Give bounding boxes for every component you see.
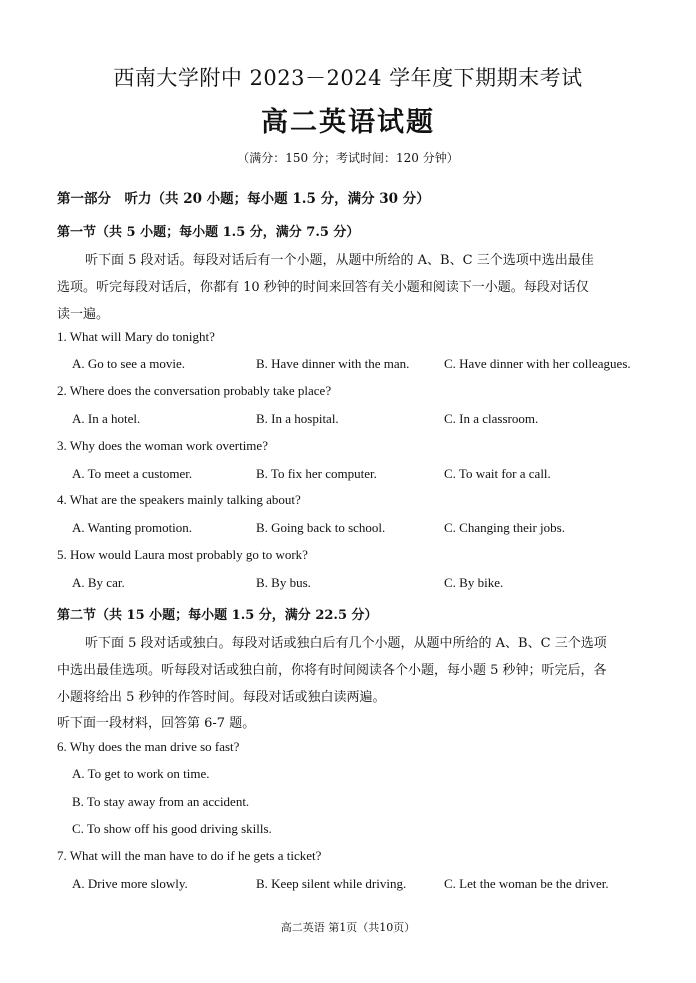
material-note: 听下面一段材料，回答第 6-7 题。 <box>57 716 256 731</box>
question-1-option-c: C. Have dinner with her colleagues. <box>444 356 631 371</box>
question-6-option-c: C. To show off his good driving skills. <box>72 821 272 836</box>
question-7-option-b: B. Keep silent while driving. <box>256 876 407 891</box>
question-5: 5. How would Laura most probably go to work? <box>57 547 308 562</box>
question-2: 2. Where does the conversation probably take place? <box>57 383 332 398</box>
question-4: 4. What are the speakers mainly talking about? <box>57 492 301 507</box>
question-5-option-a: A. By car. <box>72 575 125 590</box>
question-1-option-a: A. Go to see a movie. <box>72 356 186 371</box>
question-5-option-c: C. By bike. <box>444 575 504 590</box>
question-3: 3. Why does the woman work overtime? <box>57 438 268 453</box>
question-4-option-b: B. Going back to school. <box>256 520 386 535</box>
exam-title: 西南大学附中 2023－2024 学年度下期期末考试 <box>113 66 583 90</box>
exam-info: （满分：150 分；考试时间：120 分钟） <box>237 151 459 165</box>
section1-instructions-line3: 读一遍。 <box>57 307 110 322</box>
question-7: 7. What will the man have to do if he gets a ticket? <box>57 848 322 863</box>
question-1-option-b: B. Have dinner with the man. <box>256 356 410 371</box>
question-2-option-a: A. In a hotel. <box>72 411 141 426</box>
section1-instructions-line2: 选项。听完每段对话后，你都有 10 秒钟的时间来回答有关小题和阅读下一小题。每段对话仅 <box>57 280 589 295</box>
question-4-option-c: C. Changing their jobs. <box>444 520 565 535</box>
section2-heading: 第二节（共 15 小题；每小题 1.5 分，满分 22.5 分） <box>57 608 378 623</box>
question-2-option-c: C. In a classroom. <box>444 411 539 426</box>
question-3-option-b: B. To fix her computer. <box>256 466 377 481</box>
question-5-option-b: B. By bus. <box>256 575 311 590</box>
question-2-option-b: B. In a hospital. <box>256 411 339 426</box>
section2-instructions-line1: 听下面 5 段对话或独白。每段对话或独白后有几个小题，从题中所给的 A、B、C 三个选项 <box>85 636 607 651</box>
page-footer: 高二英语 第1页（共10页） <box>280 921 416 934</box>
question-3-option-c: C. To wait for a call. <box>444 466 551 481</box>
question-6-option-b: B. To stay away from an accident. <box>72 794 250 809</box>
section1-instructions-line1: 听下面 5 段对话。每段对话后有一个小题，从题中所给的 A、B、C 三个选项中选出最佳 <box>85 253 594 268</box>
question-7-option-c: C. Let the woman be the driver. <box>444 876 609 891</box>
question-3-option-a: A. To meet a customer. <box>72 466 193 481</box>
section1-heading: 第一节（共 5 小题；每小题 1.5 分，满分 7.5 分） <box>57 225 360 240</box>
question-4-option-a: A. Wanting promotion. <box>72 520 193 535</box>
section2-instructions-line2: 中选出最佳选项。听每段对话或独白前，你将有时间阅读各个小题，每小题 5 秒钟；听完后，各 <box>57 663 607 678</box>
part1-heading: 第一部分 听力（共 20 小题；每小题 1.5 分，满分 30 分） <box>57 191 430 207</box>
section2-instructions-line3: 小题将给出 5 秒钟的作答时间。每段对话或独白读两遍。 <box>57 690 386 705</box>
question-6-option-a: A. To get to work on time. <box>72 766 210 781</box>
question-7-option-a: A. Drive more slowly. <box>72 876 188 891</box>
question-6: 6. Why does the man drive so fast? <box>57 739 240 754</box>
question-1: 1. What will Mary do tonight? <box>57 329 215 344</box>
exam-subtitle: 高二英语试题 <box>261 107 435 138</box>
